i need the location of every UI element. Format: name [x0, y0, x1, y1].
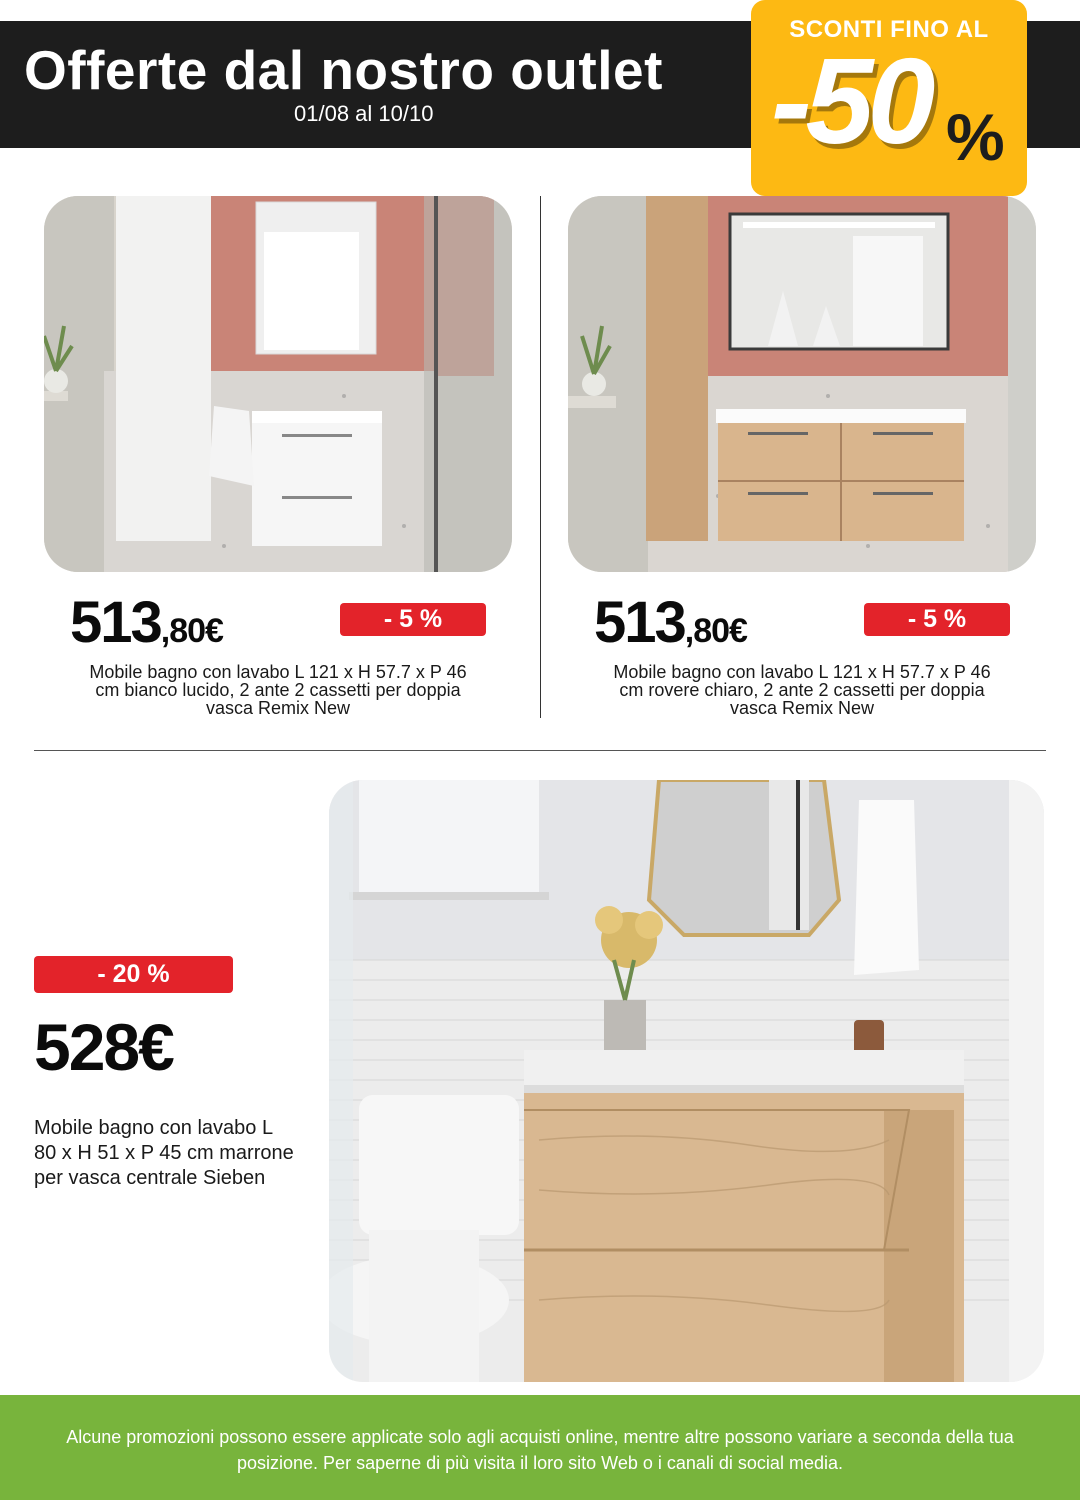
promo-dates: 01/08 al 10/10: [294, 101, 434, 126]
footer-disclaimer: Alcune promozioni possono essere applicate solo agli acquisti online, mentre altre possono variare a seconda della tua posizione. Per saperne di più visita il loro sito Web o i canali di social media.: [66, 1427, 1014, 1473]
product-3-image[interactable]: [329, 780, 1044, 1382]
product-2-price-cents: ,80€: [684, 612, 747, 650]
product-1-price: [70, 590, 223, 655]
column-divider: [540, 196, 541, 718]
product-3-discount-badge: - 20 %: [34, 956, 233, 993]
product-1-price-main: 513: [70, 590, 161, 655]
page-title: Offerte dal nostro outlet: [24, 39, 663, 101]
product-2-price-main: 513: [594, 590, 685, 655]
badge-top-text: SCONTI FINO AL: [789, 16, 989, 43]
product-1-price-cents: ,80€: [160, 612, 223, 650]
product-1-description: Mobile bagno con lavabo L 121 x H 57.7 x P 46 cm bianco lucido, 2 ante 2 cassetti per doppia vasca Remix New: [89, 662, 467, 718]
product-2-price: [594, 590, 747, 655]
badge-percent: %: [946, 100, 1005, 174]
product-2-discount-badge: - 5 %: [864, 603, 1010, 636]
product-1-discount-badge: - 5 %: [340, 603, 486, 636]
product-2-description: Mobile bagno con lavabo L 121 x H 57.7 x P 46 cm rovere chiaro, 2 ante 2 cassetti per doppia vasca Remix New: [613, 662, 991, 718]
product-2-image[interactable]: [568, 196, 1036, 572]
badge-value: -50: [771, 33, 930, 169]
product-1-image[interactable]: [44, 196, 512, 572]
section-divider: [34, 750, 1046, 751]
discount-badge: [751, 0, 1027, 196]
product-3-description: Mobile bagno con lavabo L 80 x H 51 x P 45 cm marrone per vasca centrale Sieben: [34, 1117, 294, 1189]
product-3-price: 528€: [34, 1010, 173, 1084]
